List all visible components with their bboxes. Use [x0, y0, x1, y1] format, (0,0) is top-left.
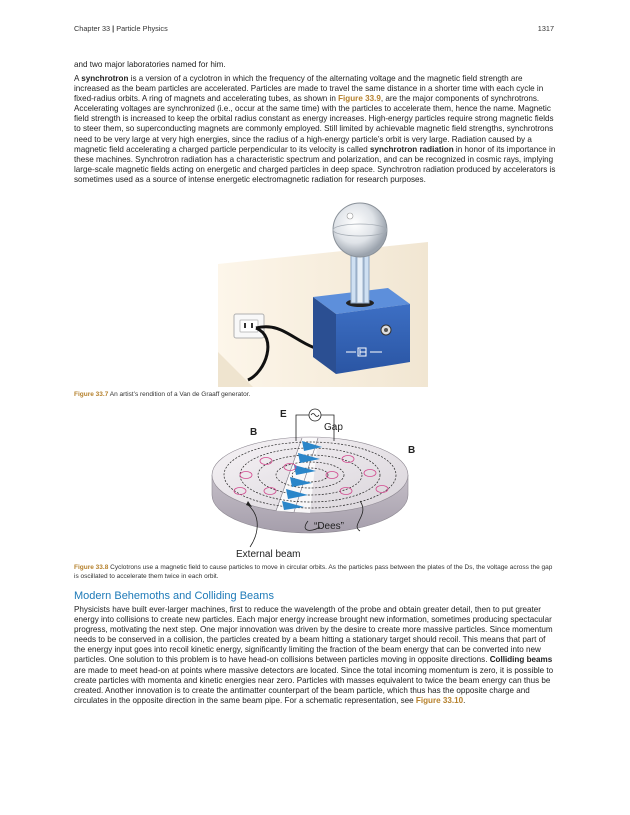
label-e: E — [280, 409, 287, 420]
figure-33-8-caption: Figure 33.8 Cyclotrons use a magnetic field to cause particles to move in circular orbits. As the particles pass between the plates of the Ds, the voltage across the gap is oscillated to accelerate them twice in each orbit. — [74, 564, 553, 580]
intro-line: and two major laboratories named for him. — [74, 60, 226, 69]
figure-33-7-label: Figure 33.7 — [74, 391, 109, 398]
label-external-beam: External beam — [236, 549, 301, 560]
link-figure-33-9[interactable]: Figure 33.9 — [338, 94, 381, 104]
label-gap: Gap — [324, 422, 343, 433]
page-number: 1317 — [537, 24, 554, 33]
figure-33-8-cyclotron-diagram — [210, 405, 430, 560]
figure-33-7-caption: Figure 33.7 An artist’s rendition of a Van de Graaff generator. — [74, 391, 251, 398]
term-synchrotron-radiation: synchrotron radiation — [370, 144, 454, 154]
section-title: Modern Behemoths and Colliding Beams — [74, 590, 274, 602]
term-synchrotron: synchrotron — [81, 74, 129, 83]
term-colliding-beams: Colliding beams — [489, 655, 553, 665]
label-dees: “Dees” — [314, 521, 345, 532]
paragraph-synchrotron: A synchrotron is a version of a cyclotron in which the frequency of the alternating voltage and the magnetic field strength are increased as the beam particles are accelerated. Particles are made to travel the same distance in a shorter time with each cycle in fixed-radius orbits. A ring of magnets and accelerating tubes, as shown in Figure 33.9, are the major components of synchrotrons. Accelerating voltages are synchronized (i.e., occur at the same time) with the particles to accelerate them, hence the name. Magnetic field strength is increased to keep the orbital radius constant as energy increases. High-energy particles require strong magnetic fields to steer them, so superconducting magnets are commonly employed. Still limited by achievable magnetic field strengths, synchrotrons need to be very large at very high energies, since the radius of a high-energy particle’s orbit is very large. Radiation caused by a magnetic field accelerating a charged particle perpendicular to its velocity is called synchrotron radiation in honor of its importance in these machines. Synchrotron radiation has a characteristic spectrum and polarization, and can be recognized in cosmic rays, implying large-scale magnetic fields acting on energetic and charged particles in deep space. Synchrotron radiation produced by accelerators is sometimes used as a source of intense energetic electromagnetic radiation for research purposes. — [74, 74, 556, 184]
header-chapter: Chapter 33 | Particle Physics — [74, 24, 168, 33]
figure-33-8-label: Figure 33.8 — [74, 564, 109, 571]
header-chapter-title: Particle Physics — [116, 24, 168, 33]
paragraph-colliding-beams: Physicists have built ever-larger machines, first to reduce the wavelength of the probe and obtain greater detail, then to put greater energy into collisions to create new particles. Each major energy increase brought new information, sometimes producing spectacular progress, motivating the next step. One major innovation was driven by the desire to create more massive particles. Since momentum needs to be conserved in a collision, the particles created by a beam hitting a stationary target should recoil. This means that part of the energy input goes into recoil kinetic energy, significantly limiting the fraction of the beam energy that can be converted into new particles. One solution to this problem is to have head-on collisions between particles moving in opposite directions. Colliding beams are made to meet head-on at points where massive detectors are located. Since the total incoming momentum is zero, it is possible to create particles with momenta and kinetic energies near zero. Particles with masses equivalent to twice the beam energy can thus be created. Another innovation is to create the antimatter counterpart of the beam particle, which thus has the opposite charge and circulates in the opposite direction in the same beam pipe. For a schematic representation, see Figure 33.10. — [74, 605, 554, 705]
label-b-left: B — [250, 427, 258, 438]
charge-sphere — [333, 203, 387, 257]
label-b-right: B — [408, 445, 416, 456]
link-figure-33-10[interactable]: Figure 33.10 — [415, 695, 464, 705]
figure-33-7-van-de-graaff-illustration — [218, 202, 428, 387]
